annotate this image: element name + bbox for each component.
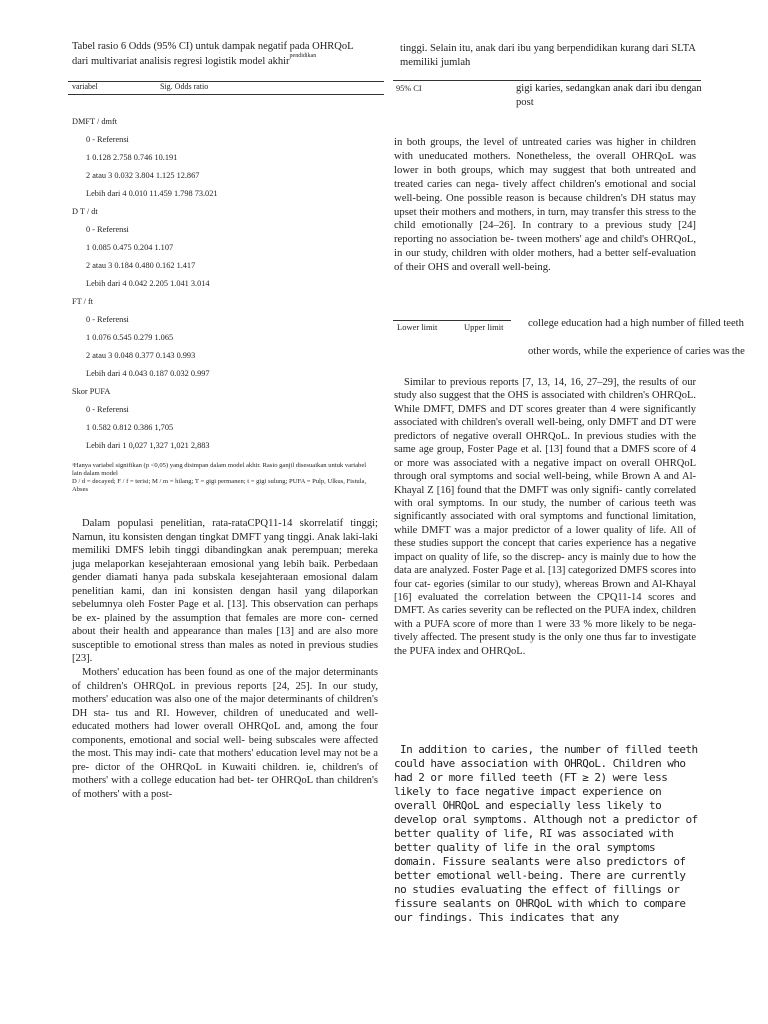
right-top-text: tinggi. Selain itu, anak dari ibu yang berpendidikan kurang dari SLTA memiliki jumlah [400,43,696,68]
table-row: 2 atau 3 0.184 0.480 0.162 1.417 [86,261,196,270]
table-row: 1 0.085 0.475 0.204 1.107 [86,243,174,252]
table-section-heading: FT / ft [72,297,94,306]
right-column-text-3 [394,743,700,925]
paragraph: In addition to caries, the number of filled teeth could have association with OHRQoL. Children who had 2 or more filled teeth (FT ≥ 2) were less likely to face negative impact experience on overall OHRQoL and especially less likely to develop oral symptoms. Although not a predictor of better quality of life, RI was associated with better quality of life in the oral symptoms domain. Fissure sealants were also predictors of better emotional well-being. There are currently no studies evaluating the effect of fillings or fissure sealants on OHRQoL with which to compare our findings. This indicates that any [394,743,698,924]
table-header-rule-right [393,320,511,321]
table-row: Lebih dari 4 0.043 0.187 0.032 0.997 [86,369,210,378]
right-column-text-2 [394,376,696,658]
table-row: 2 atau 3 0.048 0.377 0.143 0.993 [86,351,196,360]
table-header-ci: 95% CI [396,84,422,93]
peek-text-1: college education had a high number of filled teeth [528,318,744,329]
table-section-heading: D T / dt [72,207,98,216]
peek-text-2: other words, while the experience of caries was the [528,346,745,357]
table-row: 1 0.128 2.758 0.746 10.191 [86,153,178,162]
table-row: 0 - Referensi [86,225,129,234]
table-row: 0 - Referensi [86,135,129,144]
caption-superscript: pendidikan [289,53,317,60]
table-header-variable: variabel [72,82,98,91]
paragraph: in both groups, the level of untreated caries was higher in children with uneducated mothers. Nonetheless, the overall OHRQoL was lower in both groups, which may suggest that both untreated and treated caries can nega- tively affect children's emotional and social well-being. One possible reason is because children's DH status may upset their mothers and mothers, in turn, may transfer this stress to the child emotionally [24–26]. In contrary to a previous study [24] reporting no association be- tween mothers' age and child's OHRQoL, in our study, children with older mothers, had a better self-evaluation of their OHS and overall well-being. [394,136,696,274]
table-header-rule [68,94,384,95]
paragraph: Dalam populasi penelitian, rata-rataCPQ11-14 skorrelatif tinggi; Namun, itu konsisten dengan tingkat DMFT yang tinggi. Anak laki-laki memiliki DMFS lebih tinggi dibandingkan anak perempuan; mereka juga melaporkan kesejahteraan emosional yang lebih baik. Perbedaan gender diamati hanya pada subskala kesejahteraan emosional dalam penelitian kami, dan ini konsisten dengan hasil yang dilaporkan sebelumnya oleh Foster Page et al. [13]. This observation can perhaps be ex- plained by the assumption that females are more con- cerned about their health and appearance than males [13] and are also more susceptible to emotional stress than males as noted in previous studies [23]. [72,518,378,665]
table-row: Lebih dari 1 0,027 1,327 1,021 2,883 [86,441,210,450]
footnote-abbreviations: D / d = decayed; F / f = terisi; M / m = hilang; T = gigi permanen; t = gigi sulung; PUFA = Pulp, Ulkus, Fistula, Abses [72,477,367,493]
table-top-rule [68,81,384,82]
paragraph: Mothers' education has been found as one of the major determinants of children's OHRQoL in previous reports [24, 25]. In our study, mothers' education was also one of the major determinants of children's DH sta- tus and RI. However, children of uneducated and well- educated mothers had lower overall OHRQoL and, among the four components, emotional and social well- being subscales were affected the most. This may indi- cate that mothers' education level may not be a pre- dictor of the OHRQoL in Kuwaiti children. ie, children's of mothers' with a college education had bet- ter OHRQoL than children's of mothers' with a post- [72,667,378,800]
footnote-significance: ᵃHanya variabel signifikan (p <0,05) yang disimpan dalam model akhir. Rasio ganjil disesuaikan untuk variabel lain dalam model [72,462,367,477]
table-row: 1 0.582 0.812 0.386 1,705 [86,423,174,432]
table-section-heading: DMFT / dmft [72,117,118,126]
right-column-text-1 [394,136,696,275]
table-section-heading: Skor PUFA [72,387,111,396]
table-row: Lebih dari 4 0.042 2.205 1.041 3.014 [86,279,210,288]
left-column-text [72,517,378,801]
paragraph: Similar to previous reports [7, 13, 14, 16, 27–29], the results of our study also suggest that the OHS is associated with children's OHRQoL. While DMFT, DMFS and DT scores greater than 4 were significantly associated with children's overall well-being, only DMFT and DT were predictors of negative overall OHRQoL. In previous studies with the same age group, Foster Page et al. [13] found that a DMFS score of 4 or more was associated with a negative impact on overall OHRQoL through oral symptoms and social well-being, while Brown A and Al- Khayal Z [16] found that the DMFT was only signifi- cantly correlated with oral symptoms. In our study, the number of carious teeth was significantly associated with oral symptoms and functional limitation, while DMFT was a major predictor of a lower quality of life. All of these studies support the concept that caries experience has a negative impact on quality of life, so the discrep- ancy is mainly due to how the data are analyzed. Foster Page et al. [13] categorized DMFS scores into four cat- egories (similar to our study), whereas Brown and Al-Khayal [16] evaluated the correlation between the CPQ11-14 scores and DMFT. As caries severity can be reflected on the PUFA index, children with a PUFA score of more than 1 were 33 % more likely to be nega- tively affected. The present study is the only one thus far to investigate the PUFA index and OHRQoL. [394,377,696,657]
table-row: 0 - Referensi [86,405,129,414]
table-header-sig: Sig. Odds ratio [160,82,209,91]
table-row: 0 - Referensi [86,315,129,324]
table-header-upper: Upper limit [464,322,504,332]
table-row: Lebih dari 4 0.010 11.459 1.798 73.021 [86,189,218,198]
table-caption-line2: dari multivariat analisis regresi logistik model akhir$^{pendidikan}$ [72,53,317,68]
table-caption [72,40,372,68]
table-top-rule-right [393,80,701,81]
table-row: 2 atau 3 0.032 3.804 1.125 12.867 [86,171,200,180]
right-gigi-text: gigi karies, sedangkan anak dari ibu dengan post [516,83,702,108]
table-caption-line1: Tabel rasio 6 Odds (95% CI) untuk dampak negatif pada OHRQoL [72,41,354,52]
table-row: 1 0.076 0.545 0.279 1.065 [86,333,174,342]
table-header-lower: Lower limit [397,322,438,332]
table-footnote [72,462,374,494]
